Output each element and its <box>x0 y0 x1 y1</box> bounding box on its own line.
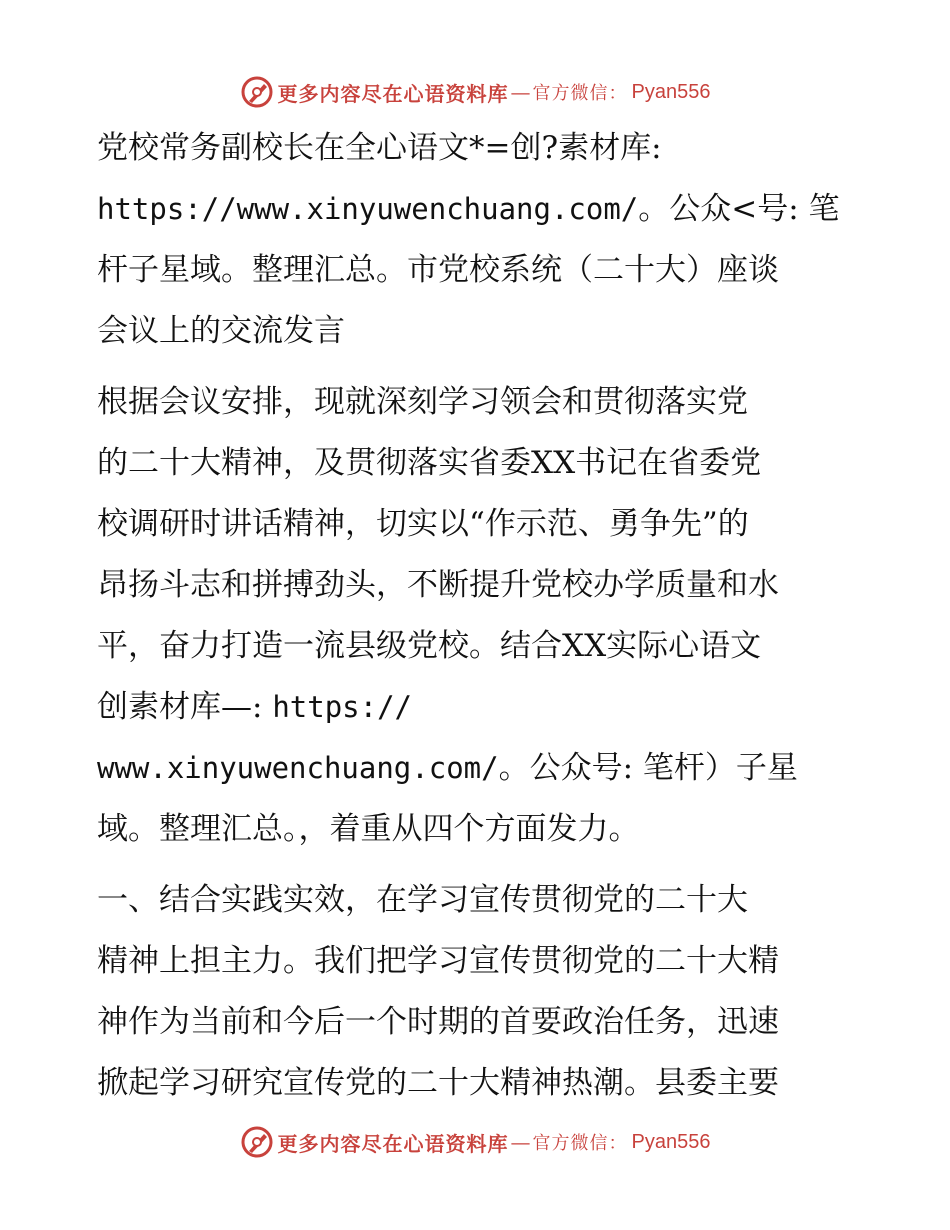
text-line <box>97 433 853 494</box>
banner-wechat-label: 官方微信： <box>532 83 628 104</box>
document-body <box>97 118 853 1124</box>
text-segment: 根据会议安排，现就深刻学习领会和贯彻落实党 <box>97 384 748 420</box>
url-text: https:// <box>272 690 412 724</box>
text-segment: 杆子星域。整理汇总。市党校系统（二十大）座谈 <box>97 252 779 288</box>
paragraph <box>97 870 853 1114</box>
text-segment: 会议上的交流发言 <box>97 313 345 349</box>
text-segment: 神作为当前和今后一个时期的首要政治任务，迅速 <box>97 1004 779 1040</box>
text-segment: 创素材库—: <box>97 689 273 725</box>
url-text: www.xinyuwenchuang.com/ <box>97 751 499 785</box>
footer-watermark-banner <box>0 1122 950 1162</box>
text-segment: 一、结合实践实效，在学习宣传贯彻党的二十大 <box>97 882 748 918</box>
text-line <box>97 301 853 362</box>
text-segment: 。公众号: 笔杆）子星 <box>498 750 798 786</box>
paragraph <box>97 372 853 860</box>
text-segment: 昂扬斗志和拼搏劲头，不断提升党校办学质量和水 <box>97 567 779 603</box>
text-line <box>97 179 853 240</box>
text-line <box>97 118 853 179</box>
banner-separator: — <box>510 80 531 104</box>
paragraph <box>97 118 853 362</box>
text-segment: 域。整理汇总。，着重从四个方面发力。 <box>97 811 640 847</box>
text-line <box>97 1053 853 1114</box>
text-line <box>97 677 853 738</box>
text-line <box>97 931 853 992</box>
text-line <box>97 799 853 860</box>
text-segment: 平，奋力打造一流县级党校。结合XX实际心语文 <box>97 628 762 664</box>
text-line <box>97 992 853 1053</box>
url-text: https://www.xinyuwenchuang.com/ <box>97 192 639 226</box>
text-segment: 校调研时讲话精神，切实以“作示范、勇争先”的 <box>97 506 749 542</box>
pen-logo-icon <box>240 75 274 109</box>
banner-wechat-id: Pyan556 <box>631 1130 711 1153</box>
banner-main-text: 更多内容尽在心语资料库 <box>277 81 509 106</box>
text-line <box>97 240 853 301</box>
text-segment: 掀起学习研究宣传党的二十大精神热潮。县委主要 <box>97 1065 779 1101</box>
text-segment: 党校常务副校长在全心语文*=创?素材库: <box>97 130 662 166</box>
banner-main-text: 更多内容尽在心语资料库 <box>277 1131 509 1156</box>
text-line <box>97 870 853 931</box>
text-segment: 。公众<号: 笔 <box>638 191 840 227</box>
text-line <box>97 555 853 616</box>
text-line <box>97 738 853 799</box>
pen-logo-icon <box>240 1125 274 1159</box>
banner-wechat-label: 官方微信： <box>532 1133 628 1154</box>
text-line <box>97 616 853 677</box>
text-line <box>97 372 853 433</box>
text-segment: 精神上担主力。我们把学习宣传贯彻党的二十大精 <box>97 943 779 979</box>
header-watermark-banner <box>0 72 950 112</box>
text-segment: 的二十大精神，及贯彻落实省委XX书记在省委党 <box>97 445 762 481</box>
banner-wechat-id: Pyan556 <box>631 80 711 103</box>
text-line <box>97 494 853 555</box>
banner-separator: — <box>510 1130 531 1154</box>
